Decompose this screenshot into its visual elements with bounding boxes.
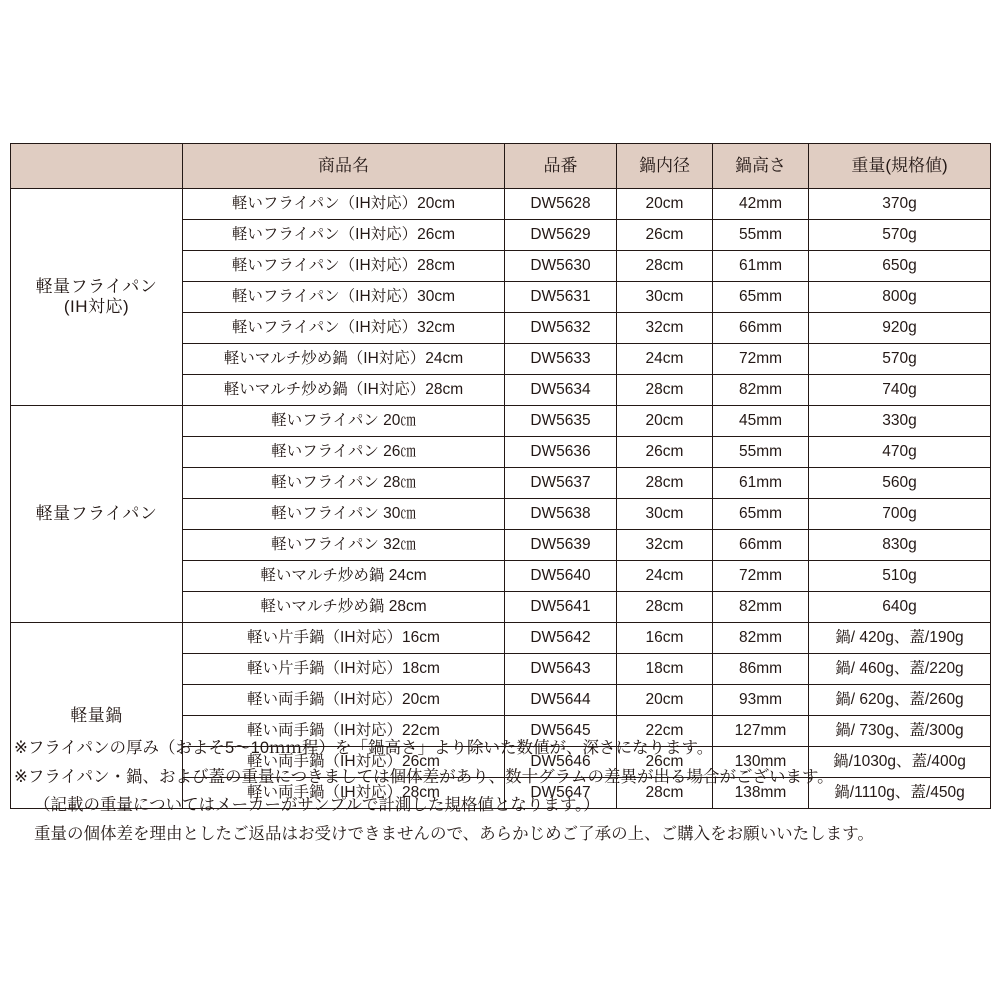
cell-model-number: DW5628 [505,189,617,220]
cell-inner-diameter: 18cm [617,654,713,685]
cell-inner-diameter: 22cm [617,716,713,747]
group-label-2 [11,406,183,623]
cell-pan-height: 82mm [713,592,809,623]
cell-inner-diameter: 24cm [617,344,713,375]
cell-inner-diameter: 28cm [617,778,713,809]
cell-weight: 鍋/ 420g、蓋/190g [809,623,991,654]
cell-weight: 鍋/ 460g、蓋/220g [809,654,991,685]
cell-product-name: 軽いフライパン 28㎝ [183,468,505,499]
header-cell-pan-height: 鍋高さ [713,144,809,189]
cell-product-name: 軽いフライパン（IH対応）30cm [183,282,505,313]
group-label-line1: 軽量フライパン [35,277,158,297]
cell-inner-diameter: 26cm [617,747,713,778]
cell-pan-height: 138mm [713,778,809,809]
cell-pan-height: 93mm [713,685,809,716]
cell-pan-height: 42mm [713,189,809,220]
cell-weight: 740g [809,375,991,406]
cell-model-number: DW5634 [505,375,617,406]
footnote-thickness: ※フライパンの厚み（およそ5～10ｍｍ程）を「鍋高さ」より除いた数値が、深さになります。 [14,739,714,757]
cell-model-number: DW5636 [505,437,617,468]
cell-product-name: 軽い片手鍋（IH対応）16cm [183,623,505,654]
cell-weight: 830g [809,530,991,561]
cell-weight: 330g [809,406,991,437]
cell-product-name: 軽い両手鍋（IH対応）26cm [183,747,505,778]
cell-model-number: DW5637 [505,468,617,499]
footnote-weight-variance: ※フライパン・鍋、および蓋の重量につきましては個体差があり、数十グラムの差異が出る場合がございます。 [14,767,834,786]
table-body [11,189,991,809]
cell-product-name: 軽い両手鍋（IH対応）22cm [183,716,505,747]
cell-pan-height: 65mm [713,499,809,530]
footnote-spec-value: （記載の重量についてはメーカーがサンプルで計測した規格値となります。） [34,796,600,815]
cell-inner-diameter: 20cm [617,685,713,716]
cell-weight: 鍋/1110g、蓋/450g [809,778,991,809]
cell-model-number: DW5645 [505,716,617,747]
cell-model-number: DW5629 [505,220,617,251]
cell-inner-diameter: 28cm [617,592,713,623]
group-label-line1: 軽量フライパン [35,504,158,524]
cell-model-number: DW5641 [505,592,617,623]
cell-weight: 570g [809,344,991,375]
cell-inner-diameter: 32cm [617,530,713,561]
cell-product-name: 軽いフライパン（IH対応）32cm [183,313,505,344]
cell-inner-diameter: 32cm [617,313,713,344]
cell-product-name: 軽いマルチ炒め鍋（IH対応）24cm [183,344,505,375]
footnote-return-policy: 重量の個体差を理由としたご返品はお受けできませんので、あらかじめご了承の上、ご購入をお願いいたします。 [34,825,874,844]
cell-weight: 800g [809,282,991,313]
cell-model-number: DW5632 [505,313,617,344]
cell-pan-height: 65mm [713,282,809,313]
group-label-line1: 軽量鍋 [70,705,123,725]
cell-weight: 640g [809,592,991,623]
cell-product-name: 軽いマルチ炒め鍋 28cm [183,592,505,623]
cell-product-name: 軽い両手鍋（IH対応）28cm [183,778,505,809]
group-label-line2: (IH対応) [63,297,130,316]
cell-inner-diameter: 20cm [617,189,713,220]
cell-inner-diameter: 16cm [617,623,713,654]
product-spec-table [10,143,991,809]
cell-weight: 鍋/1030g、蓋/400g [809,747,991,778]
cell-pan-height: 61mm [713,468,809,499]
cell-model-number: DW5643 [505,654,617,685]
cell-pan-height: 45mm [713,406,809,437]
cell-product-name: 軽い両手鍋（IH対応）20cm [183,685,505,716]
cell-product-name: 軽いフライパン 32㎝ [183,530,505,561]
cell-weight: 650g [809,251,991,282]
cell-pan-height: 61mm [713,251,809,282]
cell-model-number: DW5633 [505,344,617,375]
header-cell-inner-diameter: 鍋内径 [617,144,713,189]
cell-inner-diameter: 30cm [617,499,713,530]
cell-weight: 370g [809,189,991,220]
cell-product-name: 軽い片手鍋（IH対応）18cm [183,654,505,685]
cell-pan-height: 127mm [713,716,809,747]
table-header [11,144,991,189]
table-row [11,623,991,654]
cell-pan-height: 82mm [713,623,809,654]
cell-model-number: DW5644 [505,685,617,716]
cell-model-number: DW5638 [505,499,617,530]
cell-product-name: 軽いマルチ炒め鍋（IH対応）28cm [183,375,505,406]
cell-product-name: 軽いフライパン 30㎝ [183,499,505,530]
cell-inner-diameter: 20cm [617,406,713,437]
cell-model-number: DW5647 [505,778,617,809]
cell-pan-height: 55mm [713,437,809,468]
cell-inner-diameter: 26cm [617,437,713,468]
footnotes [14,735,986,850]
cell-product-name: 軽いフライパン（IH対応）20cm [183,189,505,220]
cell-model-number: DW5635 [505,406,617,437]
cell-weight: 920g [809,313,991,344]
cell-model-number: DW5639 [505,530,617,561]
cell-inner-diameter: 30cm [617,282,713,313]
spec-table-container [10,143,990,809]
cell-pan-height: 72mm [713,344,809,375]
cell-pan-height: 66mm [713,530,809,561]
cell-model-number: DW5646 [505,747,617,778]
cell-pan-height: 86mm [713,654,809,685]
header-cell-group [11,144,183,189]
cell-model-number: DW5642 [505,623,617,654]
header-row [11,144,991,189]
cell-weight: 鍋/ 620g、蓋/260g [809,685,991,716]
cell-model-number: DW5630 [505,251,617,282]
cell-weight: 510g [809,561,991,592]
cell-inner-diameter: 28cm [617,468,713,499]
cell-inner-diameter: 26cm [617,220,713,251]
cell-model-number: DW5631 [505,282,617,313]
header-cell-weight: 重量(規格値) [809,144,991,189]
table-row [11,406,991,437]
cell-weight: 570g [809,220,991,251]
cell-product-name: 軽いマルチ炒め鍋 24cm [183,561,505,592]
cell-weight: 鍋/ 730g、蓋/300g [809,716,991,747]
cell-product-name: 軽いフライパン 26㎝ [183,437,505,468]
table-row [11,189,991,220]
cell-product-name: 軽いフライパン（IH対応）28cm [183,251,505,282]
cell-inner-diameter: 28cm [617,375,713,406]
cell-inner-diameter: 24cm [617,561,713,592]
cell-weight: 700g [809,499,991,530]
header-cell-model-number: 品番 [505,144,617,189]
cell-pan-height: 55mm [713,220,809,251]
cell-pan-height: 72mm [713,561,809,592]
cell-product-name: 軽いフライパン 20㎝ [183,406,505,437]
cell-model-number: DW5640 [505,561,617,592]
cell-inner-diameter: 28cm [617,251,713,282]
cell-pan-height: 130mm [713,747,809,778]
group-label-1 [11,189,183,406]
cell-pan-height: 82mm [713,375,809,406]
cell-weight: 560g [809,468,991,499]
cell-product-name: 軽いフライパン（IH対応）26cm [183,220,505,251]
header-cell-product-name: 商品名 [183,144,505,189]
cell-pan-height: 66mm [713,313,809,344]
cell-weight: 470g [809,437,991,468]
